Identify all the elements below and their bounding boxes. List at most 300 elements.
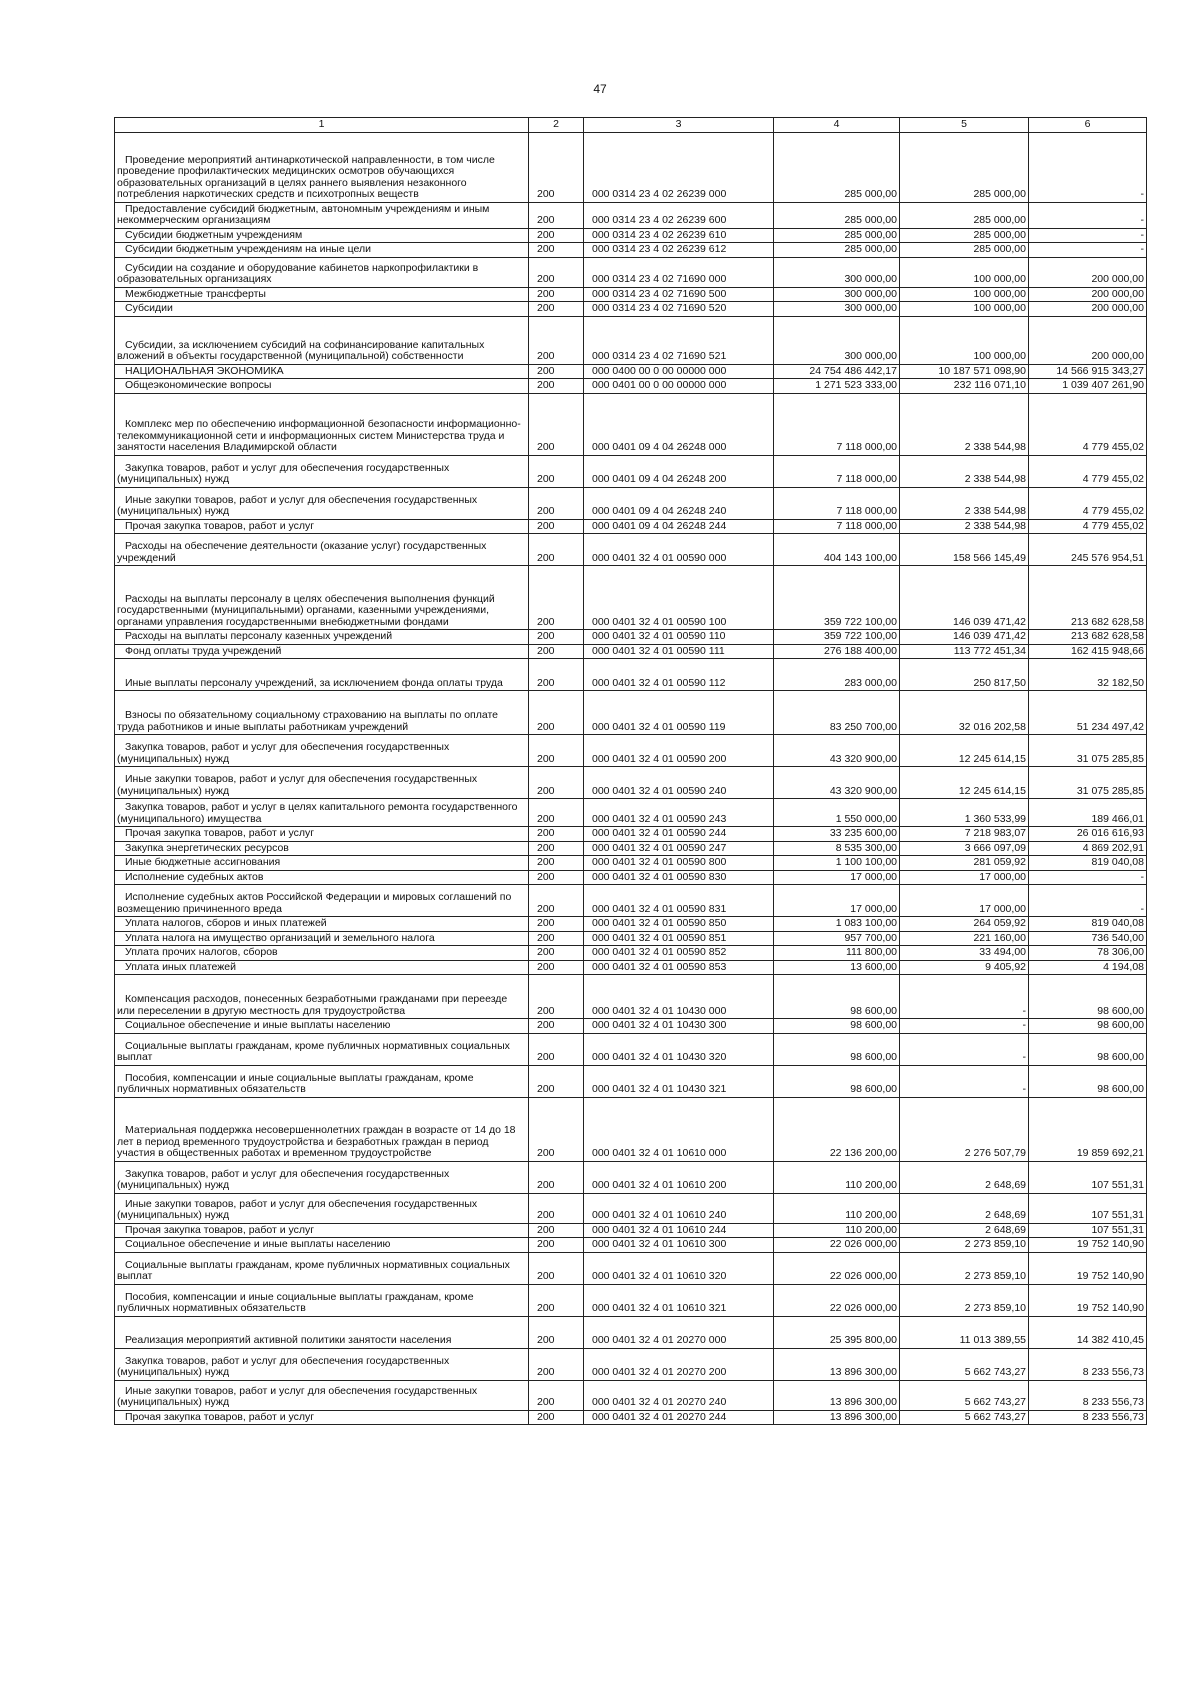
budget-code-cell: 000 0401 32 4 01 00590 851	[584, 931, 774, 946]
line-code-cell: 200	[529, 827, 584, 842]
remaining-amount-cell: 8 233 556,73	[1029, 1348, 1147, 1380]
row-name-cell: Компенсация расходов, понесенных безработными гражданами при переезде или переселении в другую местность для трудоустройства	[115, 975, 529, 1019]
budget-code-cell: 000 0401 32 4 01 10430 000	[584, 975, 774, 1019]
budget-code-cell: 000 0401 32 4 01 00590 244	[584, 827, 774, 842]
line-code-cell: 200	[529, 946, 584, 961]
remaining-amount-cell: 4 779 455,02	[1029, 455, 1147, 487]
row-name-cell: Общеэкономические вопросы	[115, 379, 529, 394]
approved-amount-cell: 22 026 000,00	[774, 1238, 900, 1253]
remaining-amount-cell: 8 233 556,73	[1029, 1380, 1147, 1410]
approved-amount-cell: 43 320 900,00	[774, 735, 900, 767]
budget-code-cell: 000 0401 32 4 01 10430 300	[584, 1019, 774, 1034]
approved-amount-cell: 285 000,00	[774, 132, 900, 202]
approved-amount-cell: 359 722 100,00	[774, 566, 900, 630]
executed-amount-cell: 2 273 859,10	[900, 1238, 1029, 1253]
remaining-amount-cell: 245 576 954,51	[1029, 534, 1147, 566]
table-row	[115, 364, 1147, 379]
row-name-cell: Закупка энергетических ресурсов	[115, 841, 529, 856]
approved-amount-cell: 359 722 100,00	[774, 630, 900, 645]
table-row	[115, 1065, 1147, 1097]
table-row	[115, 566, 1147, 630]
budget-code-cell: 000 0401 32 4 01 00590 110	[584, 630, 774, 645]
approved-amount-cell: 7 118 000,00	[774, 487, 900, 519]
table-row	[115, 630, 1147, 645]
table-row	[115, 870, 1147, 885]
budget-code-cell: 000 0401 32 4 01 00590 240	[584, 767, 774, 799]
budget-code-cell: 000 0401 09 4 04 26248 200	[584, 455, 774, 487]
line-code-cell: 200	[529, 243, 584, 258]
executed-amount-cell: 12 245 614,15	[900, 767, 1029, 799]
approved-amount-cell: 98 600,00	[774, 1065, 900, 1097]
remaining-amount-cell: 19 752 140,90	[1029, 1252, 1147, 1284]
table-row	[115, 735, 1147, 767]
table-row	[115, 228, 1147, 243]
table-row	[115, 243, 1147, 258]
budget-code-cell: 000 0401 32 4 01 10430 321	[584, 1065, 774, 1097]
table-row	[115, 1033, 1147, 1065]
table-row	[115, 917, 1147, 932]
executed-amount-cell: 2 276 507,79	[900, 1097, 1029, 1161]
executed-amount-cell: 264 059,92	[900, 917, 1029, 932]
line-code-cell: 200	[529, 228, 584, 243]
executed-amount-cell: 113 772 451,34	[900, 644, 1029, 659]
approved-amount-cell: 300 000,00	[774, 316, 900, 364]
row-name-cell: Иные выплаты персоналу учреждений, за исключением фонда оплаты труда	[115, 659, 529, 691]
column-header: 4	[774, 118, 900, 133]
budget-code-cell: 000 0314 23 4 02 26239 000	[584, 132, 774, 202]
table-row	[115, 202, 1147, 228]
executed-amount-cell: 2 273 859,10	[900, 1284, 1029, 1316]
row-name-cell: Исполнение судебных актов Российской Федерации и мировых соглашений по возмещению причиненного вреда	[115, 885, 529, 917]
executed-amount-cell: 5 662 743,27	[900, 1410, 1029, 1425]
remaining-amount-cell: 200 000,00	[1029, 287, 1147, 302]
executed-amount-cell: 12 245 614,15	[900, 735, 1029, 767]
remaining-amount-cell: 107 551,31	[1029, 1161, 1147, 1193]
budget-code-cell: 000 0401 32 4 01 10610 244	[584, 1223, 774, 1238]
executed-amount-cell: 9 405,92	[900, 960, 1029, 975]
row-name-cell: НАЦИОНАЛЬНАЯ ЭКОНОМИКА	[115, 364, 529, 379]
executed-amount-cell: 281 059,92	[900, 856, 1029, 871]
approved-amount-cell: 25 395 800,00	[774, 1316, 900, 1348]
table-row	[115, 885, 1147, 917]
approved-amount-cell: 13 896 300,00	[774, 1348, 900, 1380]
row-name-cell: Уплата иных платежей	[115, 960, 529, 975]
line-code-cell: 200	[529, 316, 584, 364]
table-row	[115, 946, 1147, 961]
budget-code-cell: 000 0401 32 4 01 00590 853	[584, 960, 774, 975]
approved-amount-cell: 957 700,00	[774, 931, 900, 946]
table-row	[115, 799, 1147, 827]
table-row	[115, 767, 1147, 799]
line-code-cell: 200	[529, 856, 584, 871]
executed-amount-cell: 2 648,69	[900, 1193, 1029, 1223]
table-row	[115, 519, 1147, 534]
budget-code-cell: 000 0401 32 4 01 20270 244	[584, 1410, 774, 1425]
remaining-amount-cell: 4 779 455,02	[1029, 393, 1147, 455]
remaining-amount-cell: 213 682 628,58	[1029, 566, 1147, 630]
budget-code-cell: 000 0314 23 4 02 71690 000	[584, 257, 774, 287]
table-row	[115, 1097, 1147, 1161]
budget-code-cell: 000 0401 32 4 01 20270 000	[584, 1316, 774, 1348]
table-row	[115, 1316, 1147, 1348]
remaining-amount-cell: -	[1029, 132, 1147, 202]
line-code-cell: 200	[529, 379, 584, 394]
table-row	[115, 1410, 1147, 1425]
row-name-cell: Иные закупки товаров, работ и услуг для обеспечения государственных (муниципальных) нужд	[115, 1380, 529, 1410]
executed-amount-cell: 17 000,00	[900, 870, 1029, 885]
remaining-amount-cell: 4 779 455,02	[1029, 487, 1147, 519]
row-name-cell: Пособия, компенсации и иные социальные выплаты гражданам, кроме публичных нормативных обязательств	[115, 1284, 529, 1316]
row-name-cell: Уплата налога на имущество организаций и земельного налога	[115, 931, 529, 946]
approved-amount-cell: 285 000,00	[774, 243, 900, 258]
remaining-amount-cell: 107 551,31	[1029, 1223, 1147, 1238]
row-name-cell: Расходы на выплаты персоналу в целях обеспечения выполнения функций государственными (муниципальными) органами, казенными учреждениями, органами управления государственными внебюджетными фондами	[115, 566, 529, 630]
executed-amount-cell: 285 000,00	[900, 202, 1029, 228]
line-code-cell: 200	[529, 931, 584, 946]
budget-code-cell: 000 0401 32 4 01 10610 320	[584, 1252, 774, 1284]
row-name-cell: Иные закупки товаров, работ и услуг для обеспечения государственных (муниципальных) нужд	[115, 1193, 529, 1223]
executed-amount-cell: 250 817,50	[900, 659, 1029, 691]
approved-amount-cell: 7 118 000,00	[774, 519, 900, 534]
row-name-cell: Взносы по обязательному социальному страхованию на выплаты по оплате труда работников и иные выплаты работникам учреждений	[115, 691, 529, 735]
line-code-cell: 200	[529, 799, 584, 827]
column-header: 3	[584, 118, 774, 133]
table-row	[115, 1284, 1147, 1316]
table-row	[115, 393, 1147, 455]
line-code-cell: 200	[529, 132, 584, 202]
table-row	[115, 1380, 1147, 1410]
row-name-cell: Закупка товаров, работ и услуг в целях капитального ремонта государственного (муниципального) имущества	[115, 799, 529, 827]
table-row	[115, 1223, 1147, 1238]
row-name-cell: Субсидии, за исключением субсидий на софинансирование капитальных вложений в объекты государственной (муниципальной) собственности	[115, 316, 529, 364]
line-code-cell: 200	[529, 735, 584, 767]
approved-amount-cell: 1 271 523 333,00	[774, 379, 900, 394]
remaining-amount-cell: 51 234 497,42	[1029, 691, 1147, 735]
budget-code-cell: 000 0401 32 4 01 10610 200	[584, 1161, 774, 1193]
budget-code-cell: 000 0401 32 4 01 00590 247	[584, 841, 774, 856]
line-code-cell: 200	[529, 1380, 584, 1410]
approved-amount-cell: 98 600,00	[774, 1019, 900, 1034]
budget-code-cell: 000 0401 32 4 01 10610 000	[584, 1097, 774, 1161]
remaining-amount-cell: 1 039 407 261,90	[1029, 379, 1147, 394]
line-code-cell: 200	[529, 1238, 584, 1253]
executed-amount-cell: 1 360 533,99	[900, 799, 1029, 827]
table-row	[115, 659, 1147, 691]
budget-table	[114, 117, 1147, 1425]
table-row	[115, 455, 1147, 487]
executed-amount-cell: 232 116 071,10	[900, 379, 1029, 394]
line-code-cell: 200	[529, 519, 584, 534]
row-name-cell: Прочая закупка товаров, работ и услуг	[115, 1223, 529, 1238]
line-code-cell: 200	[529, 630, 584, 645]
row-name-cell: Закупка товаров, работ и услуг для обеспечения государственных (муниципальных) нужд	[115, 455, 529, 487]
approved-amount-cell: 285 000,00	[774, 202, 900, 228]
budget-code-cell: 000 0401 09 4 04 26248 240	[584, 487, 774, 519]
remaining-amount-cell: 107 551,31	[1029, 1193, 1147, 1223]
table-row	[115, 379, 1147, 394]
row-name-cell: Материальная поддержка несовершеннолетних граждан в возрасте от 14 до 18 лет в период временного трудоустройства и безработных граждан в период участия в общественных работах и временном трудоустройстве	[115, 1097, 529, 1161]
table-row	[115, 691, 1147, 735]
executed-amount-cell: 7 218 983,07	[900, 827, 1029, 842]
executed-amount-cell: 285 000,00	[900, 132, 1029, 202]
executed-amount-cell: 221 160,00	[900, 931, 1029, 946]
approved-amount-cell: 22 026 000,00	[774, 1284, 900, 1316]
approved-amount-cell: 300 000,00	[774, 257, 900, 287]
row-name-cell: Прочая закупка товаров, работ и услуг	[115, 519, 529, 534]
approved-amount-cell: 1 550 000,00	[774, 799, 900, 827]
remaining-amount-cell: -	[1029, 243, 1147, 258]
budget-code-cell: 000 0314 23 4 02 71690 521	[584, 316, 774, 364]
line-code-cell: 200	[529, 487, 584, 519]
column-header: 5	[900, 118, 1029, 133]
table-row	[115, 1193, 1147, 1223]
line-code-cell: 200	[529, 566, 584, 630]
table-row	[115, 487, 1147, 519]
line-code-cell: 200	[529, 257, 584, 287]
approved-amount-cell: 110 200,00	[774, 1223, 900, 1238]
line-code-cell: 200	[529, 364, 584, 379]
row-name-cell: Закупка товаров, работ и услуг для обеспечения государственных (муниципальных) нужд	[115, 735, 529, 767]
row-name-cell: Социальное обеспечение и иные выплаты населению	[115, 1019, 529, 1034]
approved-amount-cell: 300 000,00	[774, 302, 900, 317]
line-code-cell: 200	[529, 534, 584, 566]
remaining-amount-cell: 200 000,00	[1029, 316, 1147, 364]
budget-code-cell: 000 0314 23 4 02 71690 520	[584, 302, 774, 317]
approved-amount-cell: 43 320 900,00	[774, 767, 900, 799]
table-row	[115, 841, 1147, 856]
approved-amount-cell: 7 118 000,00	[774, 455, 900, 487]
line-code-cell: 200	[529, 1316, 584, 1348]
remaining-amount-cell: 4 869 202,91	[1029, 841, 1147, 856]
table-row	[115, 316, 1147, 364]
remaining-amount-cell: 98 600,00	[1029, 975, 1147, 1019]
line-code-cell: 200	[529, 1223, 584, 1238]
table-row	[115, 534, 1147, 566]
line-code-cell: 200	[529, 393, 584, 455]
executed-amount-cell: 2 648,69	[900, 1161, 1029, 1193]
remaining-amount-cell: 32 182,50	[1029, 659, 1147, 691]
budget-code-cell: 000 0401 32 4 01 20270 240	[584, 1380, 774, 1410]
executed-amount-cell: 100 000,00	[900, 316, 1029, 364]
remaining-amount-cell: 200 000,00	[1029, 257, 1147, 287]
table-row	[115, 287, 1147, 302]
budget-code-cell: 000 0401 32 4 01 10610 300	[584, 1238, 774, 1253]
executed-amount-cell: 146 039 471,42	[900, 630, 1029, 645]
line-code-cell: 200	[529, 1284, 584, 1316]
row-name-cell: Фонд оплаты труда учреждений	[115, 644, 529, 659]
line-code-cell: 200	[529, 870, 584, 885]
line-code-cell: 200	[529, 455, 584, 487]
executed-amount-cell: 5 662 743,27	[900, 1348, 1029, 1380]
table-row	[115, 1238, 1147, 1253]
executed-amount-cell: 285 000,00	[900, 243, 1029, 258]
approved-amount-cell: 83 250 700,00	[774, 691, 900, 735]
table-row	[115, 1161, 1147, 1193]
line-code-cell: 200	[529, 1161, 584, 1193]
executed-amount-cell: 32 016 202,58	[900, 691, 1029, 735]
remaining-amount-cell: 213 682 628,58	[1029, 630, 1147, 645]
remaining-amount-cell: -	[1029, 885, 1147, 917]
approved-amount-cell: 1 100 100,00	[774, 856, 900, 871]
approved-amount-cell: 13 896 300,00	[774, 1410, 900, 1425]
budget-code-cell: 000 0401 32 4 01 00590 831	[584, 885, 774, 917]
table-row	[115, 931, 1147, 946]
row-name-cell: Пособия, компенсации и иные социальные выплаты гражданам, кроме публичных нормативных обязательств	[115, 1065, 529, 1097]
remaining-amount-cell: 4 779 455,02	[1029, 519, 1147, 534]
budget-code-cell: 000 0401 32 4 01 10610 240	[584, 1193, 774, 1223]
remaining-amount-cell: -	[1029, 228, 1147, 243]
line-code-cell: 200	[529, 767, 584, 799]
executed-amount-cell: -	[900, 1033, 1029, 1065]
approved-amount-cell: 1 083 100,00	[774, 917, 900, 932]
budget-code-cell: 000 0401 32 4 01 00590 200	[584, 735, 774, 767]
executed-amount-cell: 100 000,00	[900, 257, 1029, 287]
budget-code-cell: 000 0401 32 4 01 10430 320	[584, 1033, 774, 1065]
row-name-cell: Иные бюджетные ассигнования	[115, 856, 529, 871]
approved-amount-cell: 17 000,00	[774, 885, 900, 917]
executed-amount-cell: 2 338 544,98	[900, 519, 1029, 534]
remaining-amount-cell: 819 040,08	[1029, 856, 1147, 871]
remaining-amount-cell: 31 075 285,85	[1029, 735, 1147, 767]
executed-amount-cell: 2 648,69	[900, 1223, 1029, 1238]
budget-code-cell: 000 0401 00 0 00 00000 000	[584, 379, 774, 394]
budget-code-cell: 000 0401 32 4 01 00590 000	[584, 534, 774, 566]
remaining-amount-cell: 8 233 556,73	[1029, 1410, 1147, 1425]
table-row	[115, 1252, 1147, 1284]
column-header: 2	[529, 118, 584, 133]
approved-amount-cell: 300 000,00	[774, 287, 900, 302]
line-code-cell: 200	[529, 1033, 584, 1065]
approved-amount-cell: 111 800,00	[774, 946, 900, 961]
table-row	[115, 827, 1147, 842]
row-name-cell: Прочая закупка товаров, работ и услуг	[115, 1410, 529, 1425]
line-code-cell: 200	[529, 975, 584, 1019]
budget-code-cell: 000 0401 32 4 01 00590 852	[584, 946, 774, 961]
table-row	[115, 644, 1147, 659]
row-name-cell: Субсидии на создание и оборудование кабинетов наркопрофилактики в образовательных организациях	[115, 257, 529, 287]
line-code-cell: 200	[529, 691, 584, 735]
budget-code-cell: 000 0314 23 4 02 71690 500	[584, 287, 774, 302]
budget-code-cell: 000 0401 32 4 01 00590 800	[584, 856, 774, 871]
page-number: 47	[593, 82, 607, 96]
line-code-cell: 200	[529, 1097, 584, 1161]
line-code-cell: 200	[529, 960, 584, 975]
row-name-cell: Закупка товаров, работ и услуг для обеспечения государственных (муниципальных) нужд	[115, 1161, 529, 1193]
budget-code-cell: 000 0314 23 4 02 26239 610	[584, 228, 774, 243]
table-row	[115, 302, 1147, 317]
remaining-amount-cell: 98 600,00	[1029, 1019, 1147, 1034]
row-name-cell: Уплата налогов, сборов и иных платежей	[115, 917, 529, 932]
approved-amount-cell: 276 188 400,00	[774, 644, 900, 659]
line-code-cell: 200	[529, 287, 584, 302]
budget-code-cell: 000 0401 32 4 01 10610 321	[584, 1284, 774, 1316]
executed-amount-cell: 2 273 859,10	[900, 1252, 1029, 1284]
row-name-cell: Предоставление субсидий бюджетным, автономным учреждениям и иным некоммерческим организациям	[115, 202, 529, 228]
budget-code-cell: 000 0314 23 4 02 26239 612	[584, 243, 774, 258]
line-code-cell: 200	[529, 302, 584, 317]
approved-amount-cell: 8 535 300,00	[774, 841, 900, 856]
executed-amount-cell: 5 662 743,27	[900, 1380, 1029, 1410]
table-row	[115, 960, 1147, 975]
row-name-cell: Реализация мероприятий активной политики занятости населения	[115, 1316, 529, 1348]
row-name-cell: Прочая закупка товаров, работ и услуг	[115, 827, 529, 842]
table-row	[115, 856, 1147, 871]
executed-amount-cell: 2 338 544,98	[900, 455, 1029, 487]
executed-amount-cell: 10 187 571 098,90	[900, 364, 1029, 379]
budget-code-cell: 000 0401 32 4 01 00590 830	[584, 870, 774, 885]
remaining-amount-cell: 98 600,00	[1029, 1033, 1147, 1065]
budget-code-cell: 000 0401 09 4 04 26248 244	[584, 519, 774, 534]
approved-amount-cell: 404 143 100,00	[774, 534, 900, 566]
remaining-amount-cell: 19 752 140,90	[1029, 1284, 1147, 1316]
executed-amount-cell: -	[900, 1019, 1029, 1034]
executed-amount-cell: 11 013 389,55	[900, 1316, 1029, 1348]
table-row	[115, 132, 1147, 202]
line-code-cell: 200	[529, 1410, 584, 1425]
line-code-cell: 200	[529, 202, 584, 228]
budget-code-cell: 000 0314 23 4 02 26239 600	[584, 202, 774, 228]
approved-amount-cell: 283 000,00	[774, 659, 900, 691]
row-name-cell: Комплекс мер по обеспечению информационной безопасности информационно-телекоммуникационной сети и информационных систем Министерства труда и занятости населения Владимирской области	[115, 393, 529, 455]
approved-amount-cell: 24 754 486 442,17	[774, 364, 900, 379]
row-name-cell: Исполнение судебных актов	[115, 870, 529, 885]
line-code-cell: 200	[529, 1019, 584, 1034]
executed-amount-cell: 146 039 471,42	[900, 566, 1029, 630]
remaining-amount-cell: 189 466,01	[1029, 799, 1147, 827]
row-name-cell: Социальные выплаты гражданам, кроме публичных нормативных социальных выплат	[115, 1252, 529, 1284]
line-code-cell: 200	[529, 659, 584, 691]
row-name-cell: Иные закупки товаров, работ и услуг для обеспечения государственных (муниципальных) нужд	[115, 487, 529, 519]
budget-code-cell: 000 0401 32 4 01 00590 119	[584, 691, 774, 735]
remaining-amount-cell: 78 306,00	[1029, 946, 1147, 961]
approved-amount-cell: 110 200,00	[774, 1193, 900, 1223]
row-name-cell: Уплата прочих налогов, сборов	[115, 946, 529, 961]
remaining-amount-cell: 98 600,00	[1029, 1065, 1147, 1097]
approved-amount-cell: 13 600,00	[774, 960, 900, 975]
budget-code-cell: 000 0401 32 4 01 20270 200	[584, 1348, 774, 1380]
executed-amount-cell: 158 566 145,49	[900, 534, 1029, 566]
remaining-amount-cell: -	[1029, 202, 1147, 228]
row-name-cell: Расходы на обеспечение деятельности (оказание услуг) государственных учреждений	[115, 534, 529, 566]
remaining-amount-cell: 200 000,00	[1029, 302, 1147, 317]
budget-code-cell: 000 0401 32 4 01 00590 243	[584, 799, 774, 827]
column-header: 1	[115, 118, 529, 133]
approved-amount-cell: 285 000,00	[774, 228, 900, 243]
row-name-cell: Субсидии бюджетным учреждениям на иные цели	[115, 243, 529, 258]
line-code-cell: 200	[529, 1065, 584, 1097]
executed-amount-cell: 100 000,00	[900, 287, 1029, 302]
line-code-cell: 200	[529, 1348, 584, 1380]
remaining-amount-cell: 14 566 915 343,27	[1029, 364, 1147, 379]
row-name-cell: Расходы на выплаты персоналу казенных учреждений	[115, 630, 529, 645]
approved-amount-cell: 110 200,00	[774, 1161, 900, 1193]
executed-amount-cell: -	[900, 975, 1029, 1019]
row-name-cell: Проведение мероприятий антинаркотической направленности, в том числе проведение профилактических медицинских осмотров обучающихся образовательных организаций в целях раннего выявления незаконного потребления наркотических средств и психотропных веществ	[115, 132, 529, 202]
row-name-cell: Межбюджетные трансферты	[115, 287, 529, 302]
remaining-amount-cell: 736 540,00	[1029, 931, 1147, 946]
remaining-amount-cell: 819 040,08	[1029, 917, 1147, 932]
approved-amount-cell: 98 600,00	[774, 975, 900, 1019]
executed-amount-cell: 3 666 097,09	[900, 841, 1029, 856]
table-row	[115, 1019, 1147, 1034]
row-name-cell: Субсидии	[115, 302, 529, 317]
line-code-cell: 200	[529, 841, 584, 856]
header-row	[115, 118, 1147, 133]
line-code-cell: 200	[529, 1252, 584, 1284]
row-name-cell: Социальные выплаты гражданам, кроме публичных нормативных социальных выплат	[115, 1033, 529, 1065]
executed-amount-cell: -	[900, 1065, 1029, 1097]
budget-code-cell: 000 0401 32 4 01 00590 112	[584, 659, 774, 691]
